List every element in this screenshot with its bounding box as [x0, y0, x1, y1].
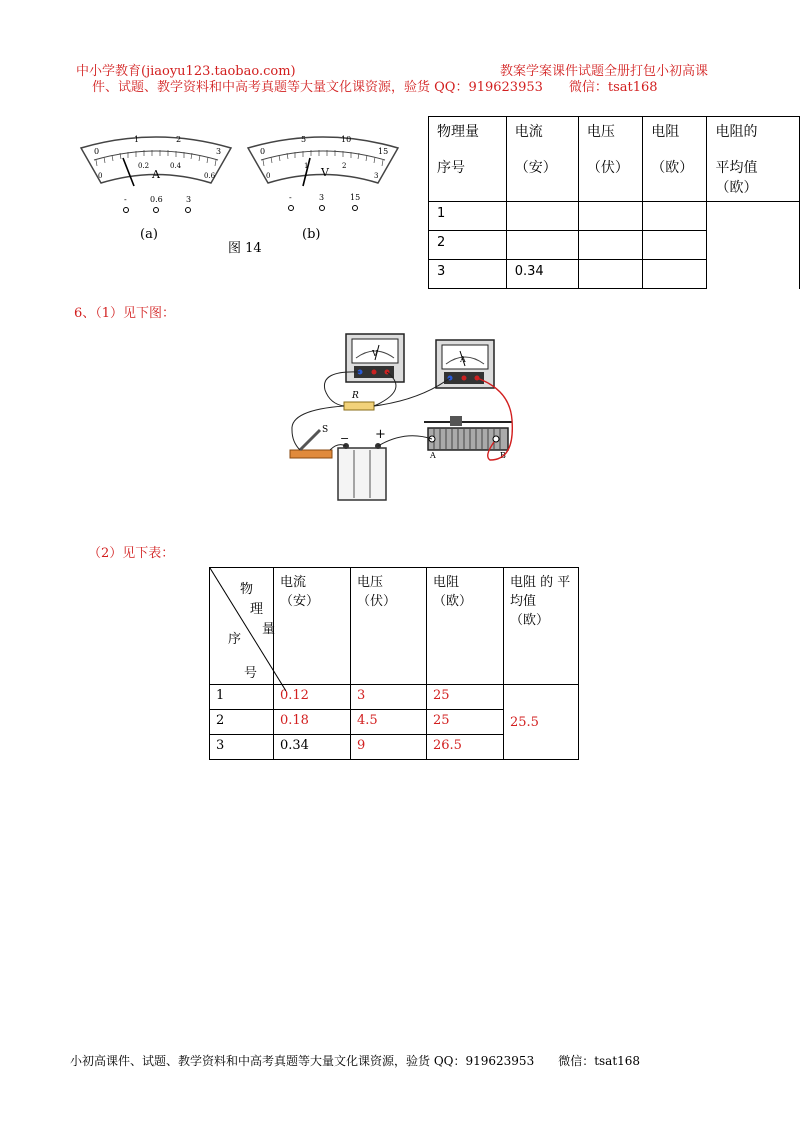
rheostat — [424, 416, 512, 450]
table-header-cell: 电阻的 平均值（欧） — [707, 117, 800, 202]
answer-table — [209, 567, 579, 760]
voltmeter-bottom-0: 0 — [266, 172, 271, 180]
table-header-cell: 电阻 （欧） — [427, 568, 504, 685]
table-cell-resistance: 26.5 — [427, 735, 504, 760]
table-cell — [643, 260, 707, 289]
table-cell: 0.34 — [506, 260, 578, 289]
data-table-blank — [428, 116, 800, 289]
switch-label: S — [322, 425, 329, 435]
table-cell — [506, 231, 578, 260]
voltmeter-top-1: 5 — [301, 135, 307, 144]
figure-caption: 图 14 — [228, 241, 262, 256]
voltmeter-terminal-15: 15 — [350, 193, 361, 202]
table-cell: 1 — [429, 202, 507, 231]
figure-14-meters — [76, 128, 406, 258]
header-promo-text: 教案学案课件试题全册打包小初高课 — [500, 64, 709, 79]
table-cell — [643, 202, 707, 231]
corner-char-li: 理 — [250, 602, 264, 617]
table-cell — [643, 231, 707, 260]
switch-lever — [300, 430, 320, 450]
ammeter-top-3: 3 — [216, 147, 222, 156]
table-cell — [578, 260, 642, 289]
ammeter-top-1: 1 — [134, 135, 140, 144]
ammeter-bottom-0: 0 — [98, 172, 103, 180]
ammeter-bottom-1: 0.2 — [138, 162, 150, 170]
table-cell-current: 0.12 — [274, 685, 351, 710]
switch-base — [290, 450, 332, 458]
circuit-wires — [292, 372, 450, 450]
ammeter-terminal-3: 3 — [186, 195, 192, 204]
table-header-cell: 电压 （伏） — [578, 117, 642, 202]
table-header-cell: 电阻 （欧） — [643, 117, 707, 202]
table-header-cell: 电流 （安） — [506, 117, 578, 202]
header-contact-line: 件、试题、教学资料和中高考真题等大量文化课资源，验货 QQ：919623953 微信：tsat168 — [92, 80, 658, 95]
table-cell-current: 0.34 — [274, 735, 351, 760]
battery — [338, 443, 386, 500]
circuit-ammeter-unit: A — [460, 355, 466, 364]
label-a: (a) — [140, 227, 158, 242]
ammeter-unit: A — [152, 168, 160, 181]
ammeter-top-2: 2 — [176, 135, 182, 144]
circuit-diagram — [280, 330, 540, 505]
table-header-cell: 电流 （安） — [274, 568, 351, 685]
voltmeter-unit: V — [321, 166, 329, 179]
table-row — [429, 202, 800, 231]
battery-plus: + — [375, 427, 386, 442]
table-header-cell: 电压 （伏） — [351, 568, 427, 685]
ammeter-bottom-2: 0.4 — [170, 162, 182, 170]
table-header-row — [210, 568, 579, 685]
section-6-title: 6、（1）见下图： — [74, 306, 176, 321]
voltmeter-bottom-1: 1 — [304, 162, 309, 170]
table-cell — [578, 231, 642, 260]
voltmeter-bottom-2: 2 — [342, 162, 347, 170]
rheostat-label-b: B — [500, 451, 506, 460]
ammeter-top-0: 0 — [94, 147, 100, 156]
table-cell-resistance: 25 — [427, 685, 504, 710]
table-cell-average: 25.5 — [504, 685, 579, 760]
voltmeter-device — [346, 334, 404, 382]
corner-char-liang: 量 — [262, 622, 276, 637]
corner-char-xu: 序 — [228, 632, 242, 647]
table-cell-no: 2 — [210, 710, 274, 735]
table-header-row — [429, 117, 800, 202]
table-cell-no: 1 — [210, 685, 274, 710]
table-cell-voltage: 4.5 — [351, 710, 427, 735]
rheostat-label-a: A — [430, 451, 436, 460]
table-corner-cell — [210, 568, 274, 685]
ammeter-terminal-06: 0.6 — [150, 195, 163, 204]
section-6-2-title: （2）见下表： — [88, 546, 175, 561]
resistor-label: R — [352, 391, 359, 401]
circuit-voltmeter-unit: V — [372, 349, 378, 358]
table-cell-voltage: 9 — [351, 735, 427, 760]
voltmeter-top-3: 15 — [378, 147, 389, 156]
ammeter-terminal-neg: - — [124, 195, 127, 204]
table-cell: 3 — [429, 260, 507, 289]
table-cell-current: 0.18 — [274, 710, 351, 735]
label-b: (b) — [302, 227, 321, 242]
table-cell — [506, 202, 578, 231]
voltmeter-terminal-3: 3 — [319, 193, 325, 202]
header-shop-name: 中小学教育(jiaoyu123.taobao.com) — [76, 64, 296, 79]
table-header-cell: 物理量 序号 — [429, 117, 507, 202]
ammeter-bottom-3: 0.6 — [204, 172, 216, 180]
resistor — [344, 402, 374, 410]
voltmeter-bottom-3: 3 — [374, 172, 379, 180]
voltmeter-top-0: 0 — [260, 147, 266, 156]
table-cell-average — [707, 202, 800, 289]
corner-char-hao: 号 — [244, 666, 258, 681]
corner-char-wu: 物 — [240, 582, 254, 597]
voltmeter-terminal-neg: - — [289, 193, 292, 202]
table-cell: 2 — [429, 231, 507, 260]
footer-text: 小初高课件、试题、教学资料和中高考真题等大量文化课资源，验货 QQ：919623953 微信：tsat168 — [70, 1054, 641, 1068]
table-cell-no: 3 — [210, 735, 274, 760]
battery-minus: − — [340, 432, 350, 445]
table-header-cell: 电阻 的 平 均值 （欧） — [504, 568, 579, 685]
table-cell — [578, 202, 642, 231]
voltmeter-top-2: 10 — [341, 135, 352, 144]
table-cell-resistance: 25 — [427, 710, 504, 735]
table-cell-voltage: 3 — [351, 685, 427, 710]
